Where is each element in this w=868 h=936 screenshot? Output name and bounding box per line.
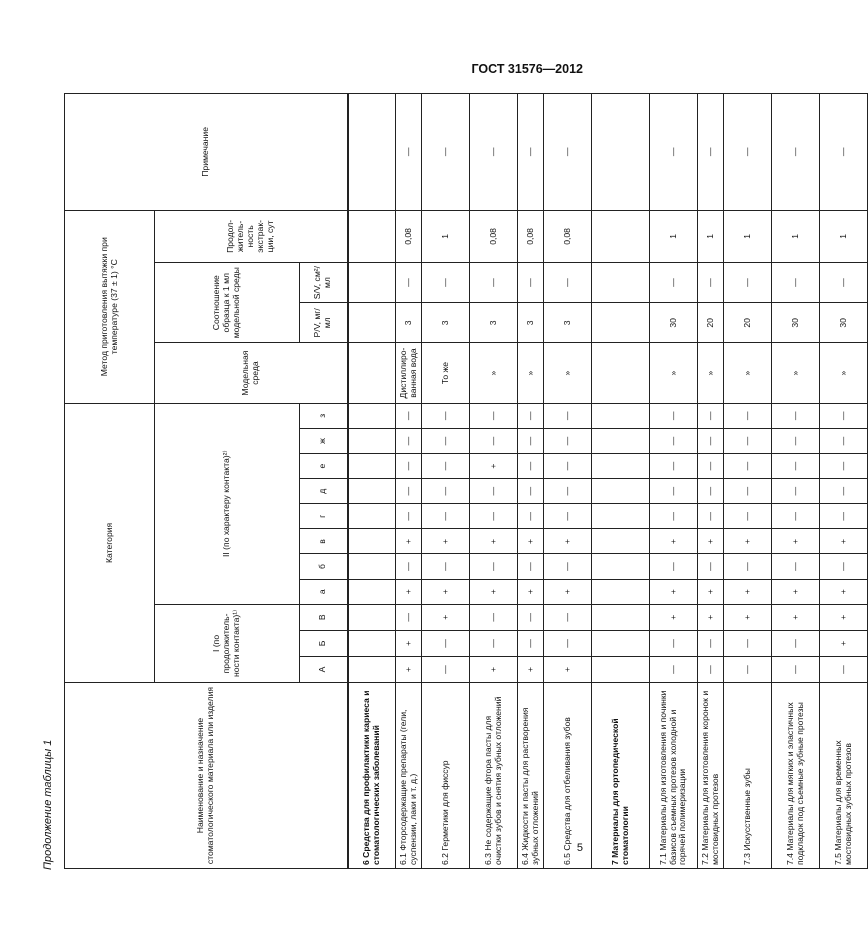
row-cell: — bbox=[772, 554, 820, 579]
header-medium: Модельная среда bbox=[155, 343, 348, 403]
row-cell bbox=[592, 94, 650, 211]
row-cell: + bbox=[470, 579, 518, 604]
row-cell: — bbox=[396, 428, 422, 453]
row-cell: — bbox=[724, 630, 772, 656]
row-cell: — bbox=[650, 479, 698, 504]
row-cell: + bbox=[396, 529, 422, 554]
row-cell: » bbox=[698, 343, 724, 403]
row-name: 7.5 Материалы для временных мостовидных зубных протезов bbox=[820, 683, 868, 869]
row-cell: 0,08 bbox=[470, 210, 518, 262]
row-cell: — bbox=[518, 554, 544, 579]
row-cell bbox=[348, 579, 396, 604]
table-row bbox=[544, 94, 592, 869]
row-cell: — bbox=[724, 554, 772, 579]
row-cell bbox=[592, 479, 650, 504]
row-cell bbox=[592, 343, 650, 403]
row-cell: Дистиллиро-ванная вода bbox=[396, 343, 422, 403]
row-cell: — bbox=[650, 656, 698, 682]
row-cell bbox=[348, 554, 396, 579]
row-cell: » bbox=[820, 343, 868, 403]
row-cell: 1 bbox=[772, 210, 820, 262]
row-cell: — bbox=[820, 554, 868, 579]
row-cell: — bbox=[544, 428, 592, 453]
row-cell: + bbox=[820, 630, 868, 656]
row-cell: 30 bbox=[650, 303, 698, 343]
row-cell: + bbox=[396, 579, 422, 604]
table-row bbox=[422, 94, 470, 869]
header-name: Наименование и назначение стоматологического материала или изделия bbox=[65, 683, 348, 869]
row-cell: + bbox=[724, 529, 772, 554]
row-cell: 30 bbox=[820, 303, 868, 343]
row-cell: 3 bbox=[422, 303, 470, 343]
row-cell: — bbox=[650, 504, 698, 529]
row-cell: — bbox=[772, 656, 820, 682]
table-row bbox=[592, 94, 650, 869]
row-cell: — bbox=[470, 263, 518, 303]
row-cell: — bbox=[470, 94, 518, 211]
rotated-table bbox=[64, 93, 853, 869]
row-cell: — bbox=[820, 656, 868, 682]
row-name: 7.3 Искусственные зубы bbox=[724, 683, 772, 869]
row-cell: — bbox=[650, 454, 698, 479]
row-cell: — bbox=[422, 94, 470, 211]
row-cell: — bbox=[470, 604, 518, 630]
row-cell: + bbox=[650, 579, 698, 604]
table-row bbox=[396, 94, 422, 869]
row-cell: — bbox=[772, 454, 820, 479]
row-cell bbox=[348, 303, 396, 343]
row-cell: — bbox=[518, 454, 544, 479]
row-cell: 3 bbox=[518, 303, 544, 343]
row-cell: — bbox=[772, 479, 820, 504]
row-cell bbox=[592, 579, 650, 604]
subheader-cat2-zh: ж bbox=[300, 428, 348, 453]
row-cell: » bbox=[470, 343, 518, 403]
row-cell bbox=[592, 504, 650, 529]
row-cell: — bbox=[698, 630, 724, 656]
row-cell: — bbox=[470, 428, 518, 453]
row-cell: + bbox=[422, 579, 470, 604]
row-name: 6.5 Средства для отбеливания зубов bbox=[544, 683, 592, 869]
subheader-cat1-b: Б bbox=[300, 630, 348, 656]
row-cell: + bbox=[772, 579, 820, 604]
row-name: 7 Материалы для ортопедической стоматологии bbox=[592, 683, 650, 869]
row-cell: — bbox=[396, 94, 422, 211]
row-cell: — bbox=[724, 94, 772, 211]
row-cell: — bbox=[518, 403, 544, 428]
row-cell: » bbox=[544, 343, 592, 403]
row-cell bbox=[348, 94, 396, 211]
row-cell: — bbox=[470, 554, 518, 579]
row-cell: + bbox=[820, 529, 868, 554]
table-row bbox=[518, 94, 544, 869]
row-cell: 30 bbox=[772, 303, 820, 343]
row-cell: — bbox=[772, 428, 820, 453]
table-row bbox=[470, 94, 518, 869]
row-cell: + bbox=[820, 579, 868, 604]
row-cell: » bbox=[724, 343, 772, 403]
table-body bbox=[348, 94, 868, 869]
header-method: Метод приготовления вытяжки при температуре (37 ± 1) °С bbox=[65, 210, 155, 403]
subheader-cat2-v: в bbox=[300, 529, 348, 554]
row-cell bbox=[592, 263, 650, 303]
row-cell: + bbox=[518, 656, 544, 682]
row-cell: — bbox=[650, 94, 698, 211]
caption-wrap bbox=[40, 700, 60, 870]
subheader-cat2-a: а bbox=[300, 579, 348, 604]
row-cell: 3 bbox=[544, 303, 592, 343]
row-cell: — bbox=[396, 604, 422, 630]
row-cell: — bbox=[650, 554, 698, 579]
row-cell: — bbox=[650, 428, 698, 453]
table-row bbox=[820, 94, 868, 869]
row-cell: — bbox=[422, 428, 470, 453]
header-cat2: II (по характеру контакта)²⁾ bbox=[155, 403, 300, 604]
row-cell: + bbox=[544, 656, 592, 682]
row-cell: — bbox=[698, 428, 724, 453]
row-cell: — bbox=[518, 94, 544, 211]
header-category: Категория bbox=[65, 403, 155, 682]
row-cell: — bbox=[820, 479, 868, 504]
row-cell: — bbox=[470, 479, 518, 504]
row-cell: + bbox=[544, 529, 592, 554]
row-cell: + bbox=[544, 579, 592, 604]
row-cell bbox=[592, 656, 650, 682]
row-cell: » bbox=[518, 343, 544, 403]
row-cell: 1 bbox=[650, 210, 698, 262]
row-cell: — bbox=[698, 263, 724, 303]
row-cell bbox=[348, 263, 396, 303]
subheader-cat1-v: В bbox=[300, 604, 348, 630]
row-cell bbox=[348, 604, 396, 630]
row-cell: + bbox=[724, 604, 772, 630]
row-cell: — bbox=[724, 479, 772, 504]
subheader-pv: P/V, мг/мл bbox=[300, 303, 348, 343]
row-cell: — bbox=[772, 94, 820, 211]
row-cell: » bbox=[650, 343, 698, 403]
row-cell: — bbox=[422, 656, 470, 682]
page-number: 5 bbox=[576, 842, 583, 854]
row-name: 6.4 Жидкости и пасты для растворения зубных отложений bbox=[518, 683, 544, 869]
row-cell bbox=[592, 604, 650, 630]
row-cell: — bbox=[724, 454, 772, 479]
row-cell bbox=[592, 630, 650, 656]
row-cell: 20 bbox=[724, 303, 772, 343]
row-cell: — bbox=[422, 554, 470, 579]
row-cell: — bbox=[396, 454, 422, 479]
row-cell bbox=[592, 403, 650, 428]
row-cell bbox=[348, 343, 396, 403]
row-cell bbox=[348, 504, 396, 529]
row-cell bbox=[592, 529, 650, 554]
row-cell: — bbox=[396, 504, 422, 529]
row-cell: — bbox=[820, 403, 868, 428]
row-cell: + bbox=[470, 529, 518, 554]
row-cell: — bbox=[698, 403, 724, 428]
row-cell: — bbox=[422, 630, 470, 656]
row-cell: — bbox=[544, 263, 592, 303]
table-row bbox=[698, 94, 724, 869]
row-cell: + bbox=[396, 656, 422, 682]
row-cell: 3 bbox=[470, 303, 518, 343]
subheader-cat2-g: г bbox=[300, 504, 348, 529]
row-cell: — bbox=[544, 454, 592, 479]
row-cell: — bbox=[518, 428, 544, 453]
row-cell: 0,08 bbox=[518, 210, 544, 262]
row-cell: — bbox=[650, 403, 698, 428]
subheader-cat2-b: б bbox=[300, 554, 348, 579]
row-cell: — bbox=[544, 403, 592, 428]
row-cell: — bbox=[422, 504, 470, 529]
row-cell: — bbox=[724, 428, 772, 453]
row-cell: — bbox=[396, 403, 422, 428]
row-cell: + bbox=[422, 529, 470, 554]
row-cell: + bbox=[772, 604, 820, 630]
row-cell bbox=[348, 403, 396, 428]
row-name: 6.2 Герметики для фиссур bbox=[422, 683, 470, 869]
row-cell bbox=[348, 428, 396, 453]
row-cell: + bbox=[470, 454, 518, 479]
row-cell: — bbox=[724, 656, 772, 682]
row-cell: — bbox=[396, 263, 422, 303]
subheader-cat2-e: е bbox=[300, 454, 348, 479]
row-cell: — bbox=[470, 504, 518, 529]
row-name: 6.1 Фторсодержащие препараты (гели, суспензии, лаки и т. д.) bbox=[396, 683, 422, 869]
row-cell: + bbox=[518, 529, 544, 554]
table-row bbox=[724, 94, 772, 869]
subheader-cat2-d: д bbox=[300, 479, 348, 504]
row-cell: 1 bbox=[724, 210, 772, 262]
table-stage bbox=[64, 93, 853, 869]
row-cell: — bbox=[772, 263, 820, 303]
row-cell: — bbox=[820, 428, 868, 453]
row-cell: 20 bbox=[698, 303, 724, 343]
row-cell: — bbox=[544, 479, 592, 504]
subheader-cat1-a: А bbox=[300, 656, 348, 682]
header-note: Примечание bbox=[65, 94, 348, 211]
row-cell bbox=[348, 529, 396, 554]
row-cell: — bbox=[422, 263, 470, 303]
row-cell: — bbox=[820, 94, 868, 211]
row-cell: 3 bbox=[396, 303, 422, 343]
row-cell: — bbox=[544, 554, 592, 579]
table-row bbox=[772, 94, 820, 869]
row-cell: + bbox=[470, 656, 518, 682]
header-ratio: Соотношение образца к 1 мл модельной среды bbox=[155, 263, 300, 343]
row-cell: — bbox=[422, 403, 470, 428]
row-cell: + bbox=[650, 604, 698, 630]
row-cell: — bbox=[422, 454, 470, 479]
row-cell: — bbox=[772, 630, 820, 656]
row-cell: 1 bbox=[820, 210, 868, 262]
row-cell: » bbox=[772, 343, 820, 403]
row-cell: — bbox=[820, 504, 868, 529]
row-cell: + bbox=[422, 604, 470, 630]
row-cell: — bbox=[470, 630, 518, 656]
subheader-sv: S/V, см²/мл bbox=[300, 263, 348, 303]
row-cell bbox=[592, 454, 650, 479]
row-cell: 0,08 bbox=[544, 210, 592, 262]
row-cell: — bbox=[698, 504, 724, 529]
row-cell: — bbox=[544, 630, 592, 656]
row-cell: 1 bbox=[422, 210, 470, 262]
document-header: ГОСТ 31576—2012 bbox=[471, 62, 583, 76]
row-cell: 0,08 bbox=[396, 210, 422, 262]
row-cell: + bbox=[698, 604, 724, 630]
row-cell: + bbox=[724, 579, 772, 604]
row-cell: — bbox=[772, 403, 820, 428]
row-cell: — bbox=[544, 94, 592, 211]
row-cell: — bbox=[820, 454, 868, 479]
row-cell: — bbox=[396, 479, 422, 504]
row-cell: — bbox=[698, 554, 724, 579]
data-table bbox=[64, 93, 868, 869]
row-cell: — bbox=[544, 604, 592, 630]
row-cell bbox=[348, 210, 396, 262]
header-duration: Продол-житель-ность экстрак-ции, сут bbox=[155, 210, 348, 262]
row-cell: — bbox=[518, 604, 544, 630]
row-name: 6.3 Не содержащие фтора пасты для очистки зубов и снятия зубных отложений bbox=[470, 683, 518, 869]
row-cell: То же bbox=[422, 343, 470, 403]
row-name: 7.2 Материалы для изготовления коронок и мостовидных протезов bbox=[698, 683, 724, 869]
row-cell: — bbox=[820, 263, 868, 303]
row-cell: — bbox=[544, 504, 592, 529]
table-row bbox=[650, 94, 698, 869]
row-cell: — bbox=[518, 630, 544, 656]
row-cell: + bbox=[698, 579, 724, 604]
row-cell bbox=[592, 210, 650, 262]
row-cell: + bbox=[650, 529, 698, 554]
row-cell: — bbox=[724, 504, 772, 529]
row-cell: — bbox=[772, 504, 820, 529]
row-cell: — bbox=[518, 479, 544, 504]
row-cell: + bbox=[698, 529, 724, 554]
table-row bbox=[348, 94, 396, 869]
row-cell: — bbox=[698, 479, 724, 504]
row-cell: 1 bbox=[698, 210, 724, 262]
row-cell: — bbox=[698, 656, 724, 682]
table-caption: Продолжение таблицы 1 bbox=[42, 739, 54, 870]
subheader-cat2-z: з bbox=[300, 403, 348, 428]
row-name: 7.4 Материалы для мягких и эластичных подкладок под съемные зубные протезы bbox=[772, 683, 820, 869]
row-cell: + bbox=[396, 630, 422, 656]
row-cell bbox=[592, 554, 650, 579]
row-cell bbox=[348, 479, 396, 504]
row-name: 6 Средства для профилактики кариеса и стоматологических заболеваний bbox=[348, 683, 396, 869]
row-cell: + bbox=[518, 579, 544, 604]
row-cell: — bbox=[698, 454, 724, 479]
row-cell: — bbox=[396, 554, 422, 579]
row-cell bbox=[348, 630, 396, 656]
row-cell bbox=[592, 428, 650, 453]
row-cell bbox=[592, 303, 650, 343]
row-cell: — bbox=[518, 504, 544, 529]
row-cell: — bbox=[518, 263, 544, 303]
row-cell: — bbox=[698, 94, 724, 211]
row-cell: — bbox=[724, 263, 772, 303]
row-cell bbox=[348, 656, 396, 682]
row-cell bbox=[348, 454, 396, 479]
row-name: 7.1 Материалы для изготовления и починки базисов съемных протезов холодной и горячей полимеризации bbox=[650, 683, 698, 869]
row-cell: — bbox=[650, 630, 698, 656]
row-cell: — bbox=[724, 403, 772, 428]
row-cell: + bbox=[772, 529, 820, 554]
row-cell: — bbox=[422, 479, 470, 504]
row-cell: — bbox=[470, 403, 518, 428]
row-cell: + bbox=[820, 604, 868, 630]
row-cell: — bbox=[650, 263, 698, 303]
header-cat1: I (по продолжитель-ности контакта)¹⁾ bbox=[155, 604, 300, 682]
